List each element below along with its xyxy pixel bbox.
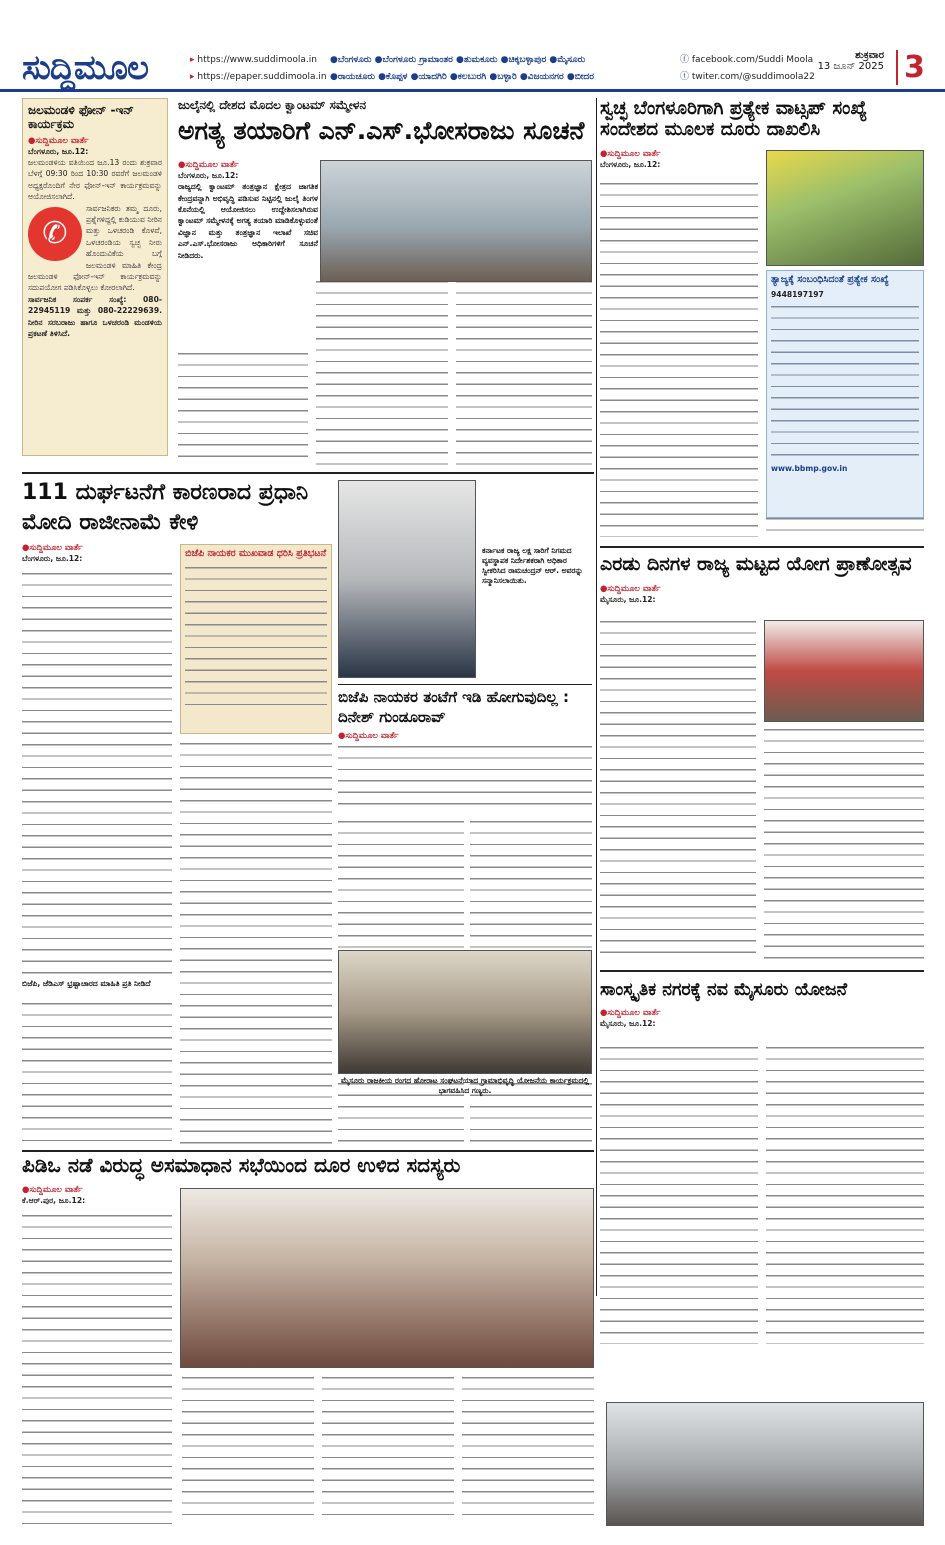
felicitation-photo	[338, 480, 476, 678]
city-editions: ●ಬೆಂಗಳೂರು ●ಬೆಂಗಳೂರು ಗ್ರಾಮಾಂತರ ●ತುಮಕೂರು ●ಚಿಕ್ಕಬಳ್ಳಾಪುರ ●ಮೈಸೂರು ●ರಾಯಚೂರು ●ಕೊಪ್ಪಳ ●ಯಾದಗಿರಿ ●ಕಲಬುರಗಿ ●ಬಳ್ಳಾರಿ ●ವಿಜಯನಗರ ●ಬೀದರ	[330, 55, 595, 82]
article-lead: ರಾಜ್ಯದಲ್ಲಿ ಕ್ವಾಂಟಮ್ ತಂತ್ರಜ್ಞಾನ ಕ್ಷೇತ್ರದ ಜಾಗತಿಕ ಕೇಂದ್ರವನ್ನಾಗಿ ಅಭಿವೃದ್ಧಿ ಪಡಿಸುವ ನಿಟ್ಟಿನಲ್ಲಿ ಜುಲೈ ತಿಂಗಳ ಕೊನೆಯಲ್ಲಿ ಆಯೋಜಿಸಲು ಉದ್ದೇಶಿಸಲಾಗಿರುವ ಕ್ವಾಂಟಮ್ ಸಮ್ಮೇಳನಕ್ಕೆ ಅಗತ್ಯ ತಯಾರಿ ಮಾಡಿಕೊಳ್ಳುವಂತೆ ವಿಜ್ಞಾನ ಮತ್ತು ತಂತ್ರಜ್ಞಾನ ಇಲಾಖೆ ಸಚಿವ ಎನ್.ಎಸ್.ಭೋಸರಾಜು ಅಧಿಕಾರಿಗಳಿಗೆ ಸೂಚನೆ ನೀಡಿದರು.	[178, 182, 318, 260]
byline: ●ಸುದ್ದಿಮೂಲ ವಾರ್ತೆ	[28, 135, 89, 146]
section-rule	[22, 1150, 594, 1152]
mysuru-article: ಸಾಂಸ್ಕೃತಿಕ ನಗರಕ್ಕೆ ನವ ಮೈಸೂರು ಯೋಜನೆ ●ಸುದ್ದಿಮೂಲ ವಾರ್ತೆ ಮೈಸೂರು, ಜೂ.12:	[600, 976, 924, 1396]
byline: ●ಸುದ್ದಿಮೂಲ ವಾರ್ತೆ	[22, 1185, 83, 1195]
article-body	[764, 726, 924, 960]
helpline-sidebox	[766, 270, 924, 518]
quantum-article: ಜುಲೈನಲ್ಲಿ ದೇಶದ ಮೊದಲ ಕ್ವಾಂಟಮ್ ಸಮ್ಮೇಳನ ಅಗತ್ಯ ತಯಾರಿಗೆ ಎನ್.ಎಸ್.ಭೋಸರಾಜು ಸೂಚನೆ ●ಸುದ್ದಿಮೂಲ ವಾರ್ತೆ ಬೆಂಗಳೂರು, ಜೂ.12: ರಾಜ್ಯದಲ್ಲಿ ಕ್ವಾಂಟಮ್ ತಂತ್ರಜ್ಞಾನ ಕ್ಷೇತ್ರದ ಜಾಗತಿಕ ಕೇಂದ್ರವನ್ನಾಗಿ ಅಭಿವೃದ್ಧಿ ಪಡಿಸುವ ನಿಟ್ಟಿನಲ್ಲಿ ಜುಲೈ ತಿಂಗಳ ಕೊನೆಯಲ್ಲಿ ಆಯೋಜಿಸಲು ಉದ್ದೇಶಿಸಲಾಗಿರುವ ಕ್ವಾಂಟಮ್ ಸಮ್ಮೇಳನಕ್ಕೆ ಅಗತ್ಯ ತಯಾರಿ ಮಾಡಿಕೊಳ್ಳುವಂತೆ ವಿಜ್ಞಾನ ಮತ್ತು ತಂತ್ರಜ್ಞಾನ ಇಲಾಖೆ ಸಚಿವ ಎನ್.ಎಸ್.ಭೋಸರಾಜು ಅಧಿಕಾರಿಗಳಿಗೆ ಸೂಚನೆ ನೀಡಿದರು.	[178, 98, 592, 468]
phonein-article: ಜಲಮಂಡಳಿ ಫೋನ್ -ಇನ್ ಕಾರ್ಯಕ್ರಮ ●ಸುದ್ದಿಮೂಲ ವಾರ್ತೆ ಬೆಂಗಳೂರು, ಜೂ.12: ಜಲಮಂಡಳಿಯ ವತಿಯಿಂದ ಜೂ.13 ರಂದು ಶುಕ್ರವಾರ ಬೆಳಗ್ಗೆ 09:30 ರಿಂದ 10:30 ರವರೆಗೆ ಜಲಮಂಡಳಿ ಅಧ್ಯಕ್ಷರೊಂದಿಗೆ ನೇರ ಫೋನ್-ಇನ್ ಕಾರ್ಯಕ್ರಮವನ್ನು ಆಯೋಜಿಸಲಾಗಿದೆ. ✆ ಸಾರ್ವಜನಿಕರು ತಮ್ಮ ದೂರು, ಪ್ರಶ್ನೆಗಳಿದ್ದಲ್ಲಿ ಕುಡಿಯುವ ನೀರಿನ ಮತ್ತು ಒಳಚರಂಡಿ ಕೊಳವೆ, ಒಳಚರಂಡಿಯ ಸ್ವಚ್ಛ ನೀರು ಹೊಂದುವಿಕೆಯ ಬಗ್ಗೆ ಜಲಮಂಡಳಿ ಮಾಹಿತಿ ಕೇಂದ್ರ ಜಲಮಂಡಳಿ ಫೋನ್-ಇನ್ ಕಾರ್ಯಕ್ರಮವನ್ನು ಸದುಪಯೋಗ ಪಡಿಸಿಕೊಳ್ಳಲು ಕೋರಲಾಗಿದೆ. ಸಾರ್ವಜನಿಕ ಸಂಪರ್ಕ ಸಂಖ್ಯೆ: 080-22945119 ಮತ್ತು 080-22229639. ನೀರಿನ ಸರಬರಾಜು ಹಾಗೂ ಒಳಚರಂಡಿ ಮಂಡಳಿಯ ಪ್ರಕಟಣೆ ತಿಳಿಸಿದೆ.	[22, 98, 168, 456]
article-body	[322, 1374, 454, 1524]
sidebox-title: ಬಿಜೆಪಿ ನಾಯಕರ ಮುಖವಾಡ ಧರಿಸಿ ಪ್ರತಿಭಟನೆ	[185, 548, 327, 559]
felicitation-caption: ಕರ್ನಾಟಕ ರಾಜ್ಯ ಲಕ್ಷ ಸಾರಿಗೆ ನಿಗಮದ ವ್ಯವಸ್ಥಾಪಕ ನಿರ್ದೇಶಕರಾಗಿ ಅಧಿಕಾರ ಸ್ವೀಕರಿಸಿದ ರಾಮಚಂದ್ರನ್ ಆರ್. ಅವರನ್ನು ಸನ್ಮಾನಿಸಲಾಯಿತು.	[482, 546, 583, 585]
article-body	[456, 278, 592, 465]
article-headline: ಅಗತ್ಯ ತಯಾರಿಗೆ ಎನ್.ಎಸ್.ಭೋಸರಾಜು ಸೂಚನೆ	[178, 116, 585, 145]
article-headline: ಸ್ವಚ್ಛ ಬೆಂಗಳೂರಿಗಾಗಿ ಪ್ರತ್ಯೇಕ ವಾಟ್ಸಪ್ ಸಂಖ್ಯೆ ಸಂದೇಶದ ಮೂಲಕ ದೂರು ದಾಖಲಿಸಿ	[600, 98, 868, 141]
newspaper-logo[interactable]: ಸುದ್ದಿಮೂಲ	[22, 48, 170, 88]
epaper-link[interactable]: ▸ https://epaper.suddimoola.in	[190, 69, 327, 86]
masthead	[0, 0, 945, 92]
column-divider	[596, 540, 597, 1296]
sidebox-title: ತ್ಯಾಜ್ಯಕ್ಕೆ ಸಂಬಂಧಿಸಿದಂತೆ ಪ್ರತ್ಯೇಕ ಸಂಖ್ಯೆ	[771, 274, 889, 285]
article-body	[600, 180, 758, 537]
facebook-link[interactable]: ⓕ facebook.com/Suddi Moola	[680, 55, 814, 65]
article-headline: ಜಲಮಂಡಳಿ ಫೋನ್ -ಇನ್ ಕಾರ್ಯಕ್ರಮ	[28, 103, 134, 131]
article-body	[600, 1044, 758, 1344]
clean-city-article: ಸ್ವಚ್ಛ ಬೆಂಗಳೂರಿಗಾಗಿ ಪ್ರತ್ಯೇಕ ವಾಟ್ಸಪ್ ಸಂಖ್ಯೆ ಸಂದೇಶದ ಮೂಲಕ ದೂರು ದಾಖಲಿಸಿ ●ಸುದ್ದಿಮೂಲ ವಾರ್ತೆ ಬೆಂಗಳೂರು, ಜೂ.12:	[600, 98, 924, 538]
article-body	[22, 1212, 172, 1524]
facebook-icon: ⓕ	[680, 55, 692, 65]
byline: ●ಸುದ್ದಿಮೂಲ ವಾರ್ತೆ	[178, 159, 239, 170]
phone-numbers: ಸಾರ್ವಜನಿಕ ಸಂಪರ್ಕ ಸಂಖ್ಯೆ: 080-22945119 ಮತ್ತು 080-22229639. ನೀರಿನ ಸರಬರಾಜು ಹಾಗೂ ಒಳಚರಂಡಿ ಮಂಡಳಿಯ ಪ್ರಕಟಣೆ ತಿಳಿಸಿದೆ.	[28, 294, 162, 339]
phone-icon: ✆	[28, 207, 82, 261]
dinesh-article	[338, 688, 592, 818]
garbage-vehicle-photo	[766, 150, 924, 266]
byline: ●ಸುದ್ದಿಮೂಲ ವಾರ್ತೆ	[338, 731, 399, 741]
quantum-meeting-photo	[320, 160, 592, 282]
issue-date: ಶುಕ್ರವಾರ 13 ಜೂನ್ 2025	[817, 50, 884, 72]
article-body	[22, 570, 172, 975]
section-rule	[338, 684, 592, 685]
article-headline: ಸಾಂಸ್ಕೃತಿಕ ನಗರಕ್ಕೆ ನವ ಮೈಸೂರು ಯೋಜನೆ	[600, 980, 848, 1000]
section-rule	[600, 970, 924, 972]
protest-sidebox	[180, 544, 332, 734]
pdo-article: ಪಿಡಿಒ ನಡೆ ವಿರುದ್ಧ ಅಸಮಾಧಾನ ಸಭೆಯಿಂದ ದೂರ ಉಳಿದ ಸದಸ್ಯರು ●ಸುದ್ದಿಮೂಲ ವಾರ್ತೆ ಕೆ.ಆರ್.ಪುರ, ಜೂ.12:	[22, 1154, 594, 1526]
page-number: 3	[896, 50, 925, 85]
article-kicker: ಜುಲೈನಲ್ಲಿ ದೇಶದ ಮೊದಲ ಕ್ವಾಂಟಮ್ ಸಮ್ಮೇಳನ	[178, 98, 367, 112]
article-body	[766, 1044, 924, 1344]
article-subhead: ಬಿಜೆಪಿ, ಜೆಡಿಎಸ್ ಭ್ರಷ್ಟಾಚಾರದ ಮಾಹಿತಿ ಪ್ರತಿ ನೀಡಿದೆ	[22, 979, 151, 988]
article-body	[338, 743, 592, 809]
twitter-link[interactable]: ⓣ twiter.com/@suddimoola22	[680, 72, 815, 82]
article-body: ಜಲಮಂಡಳಿಯ ವತಿಯಿಂದ ಜೂ.13 ರಂದು ಶುಕ್ರವಾರ ಬೆಳಗ್ಗೆ 09:30 ರಿಂದ 10:30 ರವರೆಗೆ ಜಲಮಂಡಳಿ ಅಧ್ಯಕ್ಷರೊಂದಿಗೆ ನೇರ ಫೋನ್-ಇನ್ ಕಾರ್ಯಕ್ರಮವನ್ನು ಆಯೋಜಿಸಲಾಗಿದೆ.	[28, 158, 162, 202]
pdo-meeting-photo	[180, 1188, 594, 1368]
article-body	[462, 1374, 594, 1524]
byline: ●ಸುದ್ದಿಮೂಲ ವಾರ್ತೆ	[600, 1008, 661, 1019]
whatsapp-number: 9448197197	[771, 289, 824, 299]
article-body	[182, 1374, 314, 1524]
mysuru-meeting-photo	[606, 1402, 924, 1526]
event-photo	[338, 950, 592, 1074]
article-body	[600, 618, 756, 960]
website-links	[190, 52, 327, 86]
article-body	[316, 278, 448, 465]
byline: ●ಸುದ್ದಿಮೂಲ ವಾರ್ತೆ	[600, 583, 661, 594]
article-body	[22, 1000, 172, 1146]
bbmp-website[interactable]: www.bbmp.gov.in	[771, 464, 848, 474]
article-body	[178, 350, 308, 465]
article-headline: ಬಿಜೆಪಿ ನಾಯಕರ ತಂಟೆಗೆ ಇಡಿ ಹೋಗುವುದಿಲ್ಲ : ದಿನೇಶ್ ಗುಂಡೂರಾವ್	[338, 688, 569, 726]
yoga-article: ಎರಡು ದಿನಗಳ ರಾಜ್ಯ ಮಟ್ಟದ ಯೋಗ ಪ್ರಾಣೋತ್ಸವ ●ಸುದ್ದಿಮೂಲ ವಾರ್ತೆ ಮೈಸೂರು, ಜೂ.12:	[600, 546, 924, 966]
article-headline: ಪಿಡಿಒ ನಡೆ ವಿರುದ್ಧ ಅಸಮಾಧಾನ ಸಭೆಯಿಂದ ದೂರ ಉಳಿದ ಸದಸ್ಯರು	[22, 1153, 461, 1177]
event-caption: ಮೈಸೂರು ರಾಜಕೀಯ ರಂಗದ ಹೋರಾಟ ಸಂಘಟನೆಯಾದ ಗ್ರಾಮಾಭಿವೃದ್ಧಿ ಯೋಜನೆಯ ಕಾರ್ಯಕ್ರಮದಲ್ಲಿ ಭಾಗವಹಿಸಿದ ಗಣ್ಯರು.	[341, 1076, 589, 1095]
website-link[interactable]: ▸ https://www.suddimoola.in	[190, 52, 327, 69]
byline: ●ಸುದ್ದಿಮೂಲ ವಾರ್ತೆ	[600, 148, 661, 159]
article-body	[180, 740, 332, 1146]
yoga-event-photo	[764, 620, 924, 722]
modi-article: 111 ದುರ್ಘಟನೆಗೆ ಕಾರಣರಾದ ಪ್ರಧಾನಿ ಮೋದಿ ರಾಜೀನಾಮೆ ಕೇಳಿ ●ಸುದ್ದಿಮೂಲ ವಾರ್ತೆ ಬೆಂಗಳೂರು, ಜೂ.12: ಬಿಜೆಪಿ, ಜೆಡಿಎಸ್ ಭ್ರಷ್ಟಾಚಾರದ ಮಾಹಿತಿ ಪ್ರತಿ ನೀಡಿದೆ ಬಿಜೆಪಿ ನಾಯಕರ ಮುಖವಾಡ ಧರಿಸಿ ಪ್ರತಿಭಟನೆ	[22, 478, 332, 1148]
sidebox-body	[771, 303, 919, 463]
section-rule	[22, 472, 594, 474]
article-headline: 111 ದುರ್ಘಟನೆಗೆ ಕಾರಣರಾದ ಪ್ರಧಾನಿ ಮೋದಿ ರಾಜೀನಾಮೆ ಕೇಳಿ	[22, 480, 309, 535]
column-divider	[596, 98, 597, 568]
social-links	[680, 52, 815, 86]
twitter-icon: ⓣ	[680, 72, 692, 82]
article-headline: ಎರಡು ದಿನಗಳ ರಾಜ್ಯ ಮಟ್ಟದ ಯೋಗ ಪ್ರಾಣೋತ್ಸವ	[600, 553, 912, 575]
byline: ●ಸುದ್ದಿಮೂಲ ವಾರ್ತೆ	[22, 543, 83, 554]
